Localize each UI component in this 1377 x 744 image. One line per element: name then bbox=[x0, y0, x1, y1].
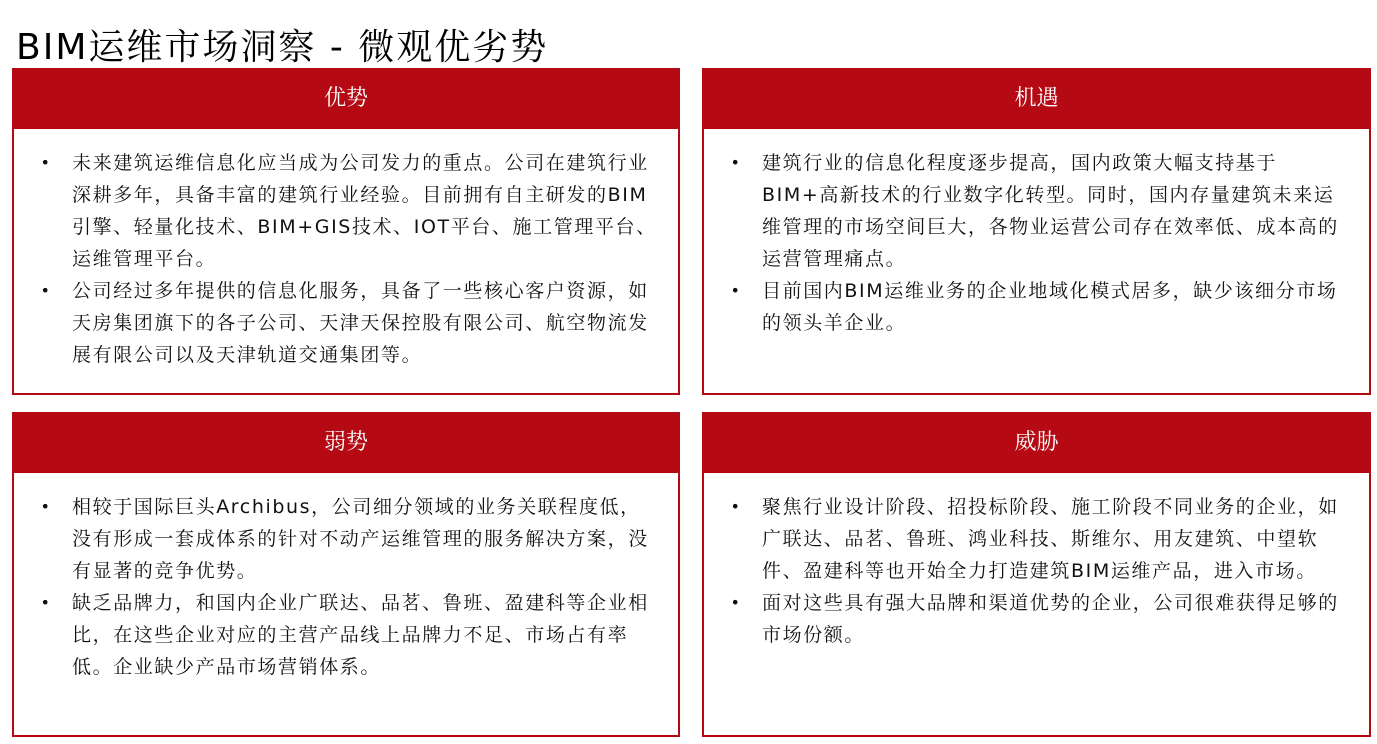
opportunities-list bbox=[704, 129, 1369, 339]
bullet-icon: • bbox=[40, 593, 52, 612]
bullet-icon: • bbox=[40, 497, 52, 516]
bullet-text: 未来建筑运维信息化应当成为公司发力的重点。公司在建筑行业深耕多年，具备丰富的建筑行业经验。目前拥有自主研发的BIM引擎、轻量化技术、BIM+GIS技术、IOT平台、施工管理平台、运维管理平台。 bbox=[72, 152, 657, 270]
threats-header: 威胁 bbox=[702, 412, 1371, 473]
list-item bbox=[36, 147, 660, 275]
list-item bbox=[726, 275, 1351, 339]
bullet-text: 面对这些具有强大品牌和渠道优势的企业，公司很难获得足够的市场份额。 bbox=[762, 592, 1339, 646]
bullet-icon: • bbox=[40, 281, 52, 300]
bullet-text: 建筑行业的信息化程度逐步提高，国内政策大幅支持基于BIM+高新技术的行业数字化转型。同时，国内存量建筑未来运维管理的市场空间巨大，各物业运营公司存在效率低、成本高的运营管理痛点。 bbox=[762, 152, 1339, 270]
weaknesses-list bbox=[14, 473, 678, 683]
opportunities-panel bbox=[702, 68, 1371, 395]
bullet-text: 缺乏品牌力，和国内企业广联达、品茗、鲁班、盈建科等企业相比，在这些企业对应的主营产品线上品牌力不足、市场占有率低。企业缺少产品市场营销体系。 bbox=[72, 592, 649, 678]
bullet-icon: • bbox=[730, 497, 742, 516]
list-item bbox=[36, 491, 660, 587]
threats-body bbox=[702, 473, 1371, 737]
bullet-icon: • bbox=[40, 153, 52, 172]
strengths-panel bbox=[12, 68, 680, 395]
opportunities-header: 机遇 bbox=[702, 68, 1371, 129]
list-item bbox=[36, 587, 660, 683]
strengths-body bbox=[12, 129, 680, 395]
list-item bbox=[726, 587, 1351, 651]
list-item bbox=[726, 147, 1351, 275]
strengths-header: 优势 bbox=[12, 68, 680, 129]
weaknesses-body bbox=[12, 473, 680, 737]
list-item bbox=[36, 275, 660, 371]
bullet-text: 相较于国际巨头Archibus，公司细分领域的业务关联程度低，没有形成一套成体系的针对不动产运维管理的服务解决方案，没有显著的竞争优势。 bbox=[72, 496, 649, 582]
strengths-list bbox=[14, 129, 678, 371]
list-item bbox=[726, 491, 1351, 587]
bullet-text: 公司经过多年提供的信息化服务，具备了一些核心客户资源，如天房集团旗下的各子公司、天津天保控股有限公司、航空物流发展有限公司以及天津轨道交通集团等。 bbox=[72, 280, 649, 366]
bullet-icon: • bbox=[730, 153, 742, 172]
bullet-icon: • bbox=[730, 593, 742, 612]
weaknesses-header: 弱势 bbox=[12, 412, 680, 473]
bullet-icon: • bbox=[730, 281, 742, 300]
bullet-text: 聚焦行业设计阶段、招投标阶段、施工阶段不同业务的企业，如广联达、品茗、鲁班、鸿业科技、斯维尔、用友建筑、中望软件、盈建科等也开始全力打造建筑BIM运维产品，进入市场。 bbox=[762, 496, 1339, 582]
page-title: BIM运维市场洞察 - 微观优劣势 bbox=[16, 27, 549, 69]
bullet-text: 目前国内BIM运维业务的企业地域化模式居多，缺少该细分市场的领头羊企业。 bbox=[762, 280, 1338, 334]
opportunities-body bbox=[702, 129, 1371, 395]
threats-list bbox=[704, 473, 1369, 651]
weaknesses-panel bbox=[12, 412, 680, 737]
threats-panel bbox=[702, 412, 1371, 737]
